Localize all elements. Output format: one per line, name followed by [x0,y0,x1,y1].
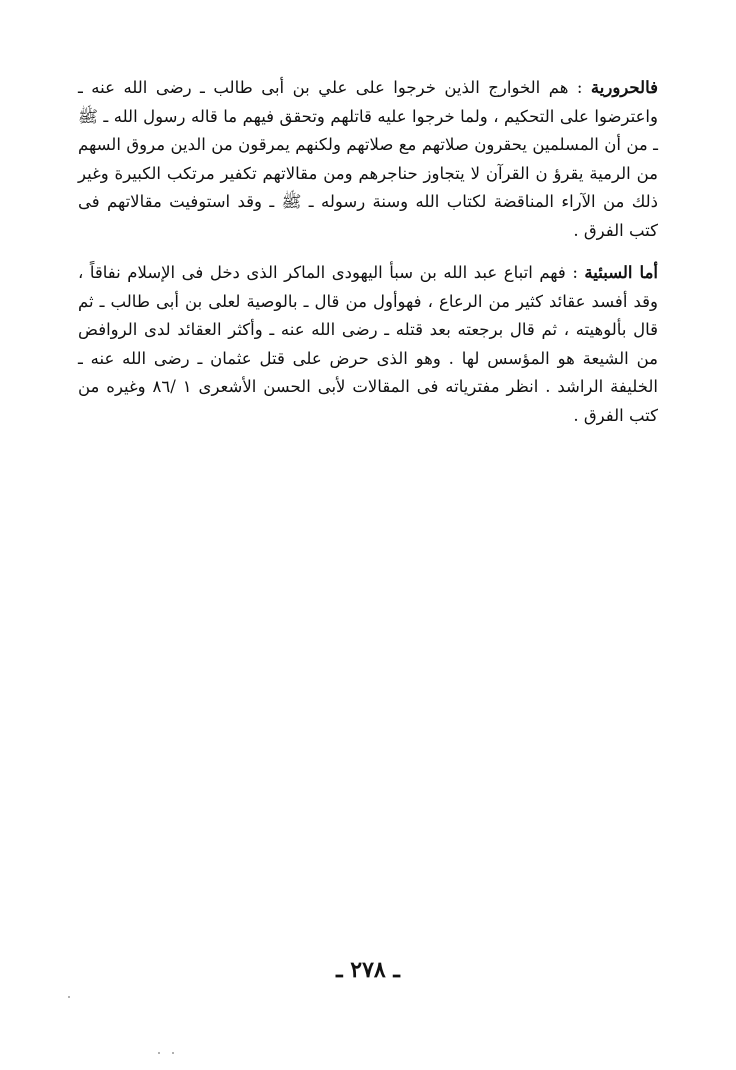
footnote-text: : هم الخوارج الذين خرجوا على علي بن أبى طالب ـ رضى الله عنه ـ واعترضوا على التحكيم ، ولما خرجوا عليه قاتلهم وتحقق فيهم ما قاله رسول الله ـ ﷺ ـ من أن المسلمين يحقرون صلاتهم مع صلاتهم ولكنهم يمرقون من الدين مروق السهم من الرمية يقرؤ ن القرآن لا يتجاوز حناجرهم ومن مقالاتهم تكفير مرتكب الكبيرة وغير ذلك من الآراء المناقضة لكتاب الله وسنة رسوله ـ ﷺ ـ وقد استوفيت مقالاتهم فى كتب الفرق . [78,78,658,240]
scan-speck [172,1052,174,1054]
page-number: ـ ٢٧٨ ـ [336,957,400,983]
footnote-sabaiyya [78,259,658,430]
footnote-term: فالحرورية [590,78,658,97]
footnote-paragraph [78,74,658,245]
footnote-term: أما السبئية [584,263,658,282]
footnote-haruriyya [78,74,658,245]
footnote-text: : فهم اتباع عبد الله بن سبأ اليهودى الماكر الذى دخل فى الإسلام نفاقاً ، وقد أفسد عقائد كثير من الرعاع ، فهوأول من قال ـ بالوصية لعلى بن أبى طالب ـ ثم قال بألوهيته ، ثم قال برجعته بعد قتله ـ رضى الله عنه ـ وأكثر العقائد لدى الروافض من الشيعة هو المؤسس لها . وهو الذى حرض على قتل عثمان ـ رضى الله عنه ـ الخليفة الراشد . انظر مفترياته فى المقالات لأبى الحسن الأشعرى ١ /٨٦ وغيره من كتب الفرق . [78,263,658,425]
scan-speck [68,996,70,998]
scan-speck [158,1052,160,1054]
footnote-paragraph [78,259,658,430]
